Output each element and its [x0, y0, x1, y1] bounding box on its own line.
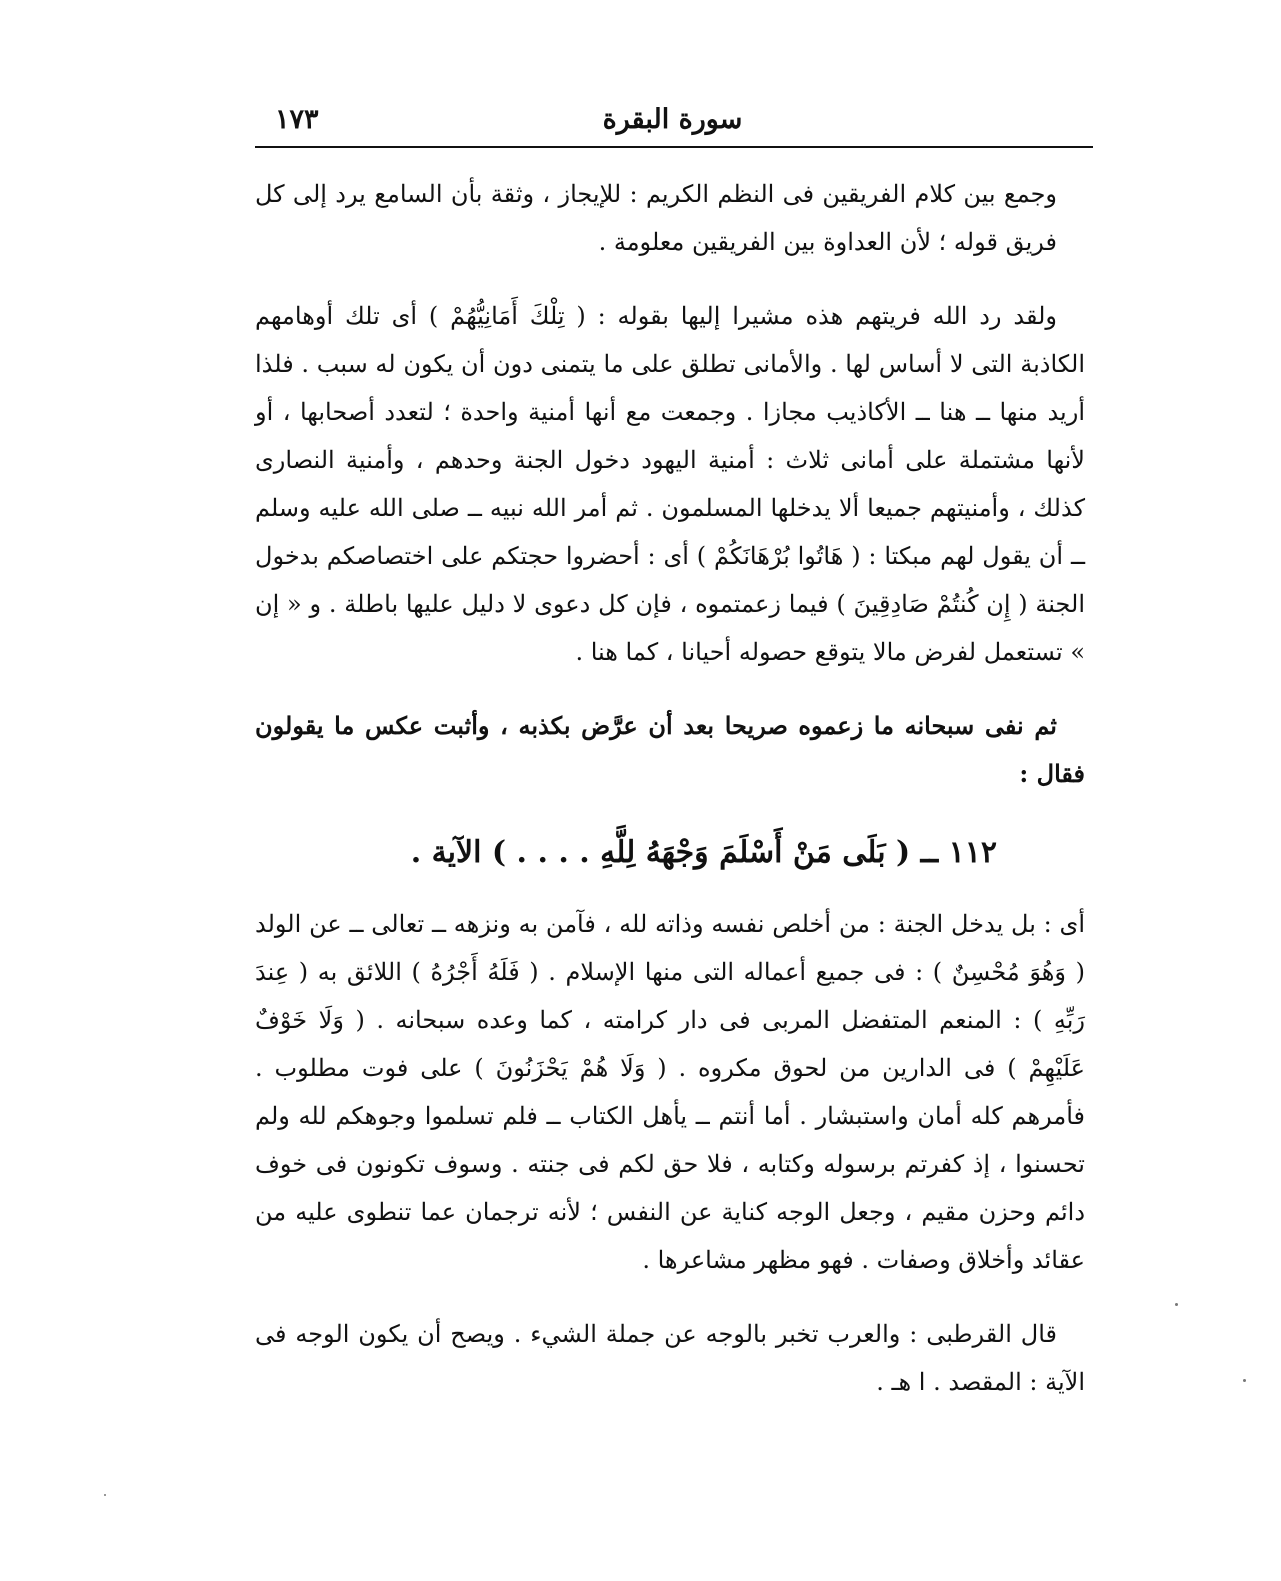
surah-title: سورة البقرة	[602, 104, 743, 135]
paragraph-joint-speech: وجمع بين كلام الفريقين فى النظم الكريم : للإيجاز ، وثقة بأن السامع يرد إلى كل فريق قوله ؛ لأن العداوة بين الفريقين معلومة .	[255, 180, 1057, 256]
page-body	[255, 170, 1085, 1406]
page-header	[255, 98, 1090, 148]
paragraph-refutation: ولقد رد الله فريتهم هذه مشيرا إليها بقوله : ( تِلْكَ أَمَانِيُّهُمْ ) أى تلك أوهامهم الكاذبة التى لا أساس لها . والأمانى تطلق على ما يتمنى دون أن يكون له سبب . فلذا أريد منها ــ هنا ــ الأكاذيب مجازا . وجمعت مع أنها أمنية واحدة ؛ لتعدد أصحابها ، أو لأنها مشتملة على أمانى ثلاث : أمنية اليهود دخول الجنة وحدهم ، وأمنية النصارى كذلك ، وأمنيتهم جميعا ألا يدخلها المسلمون . ثم أمر الله نبيه ــ صلى الله عليه وسلم ــ أن يقول لهم مبكتا : ( هَاتُوا بُرْهَانَكُمْ ) أى : أحضروا حجتكم على اختصاصكم بدخول الجنة ( إِن كُنتُمْ صَادِقِينَ ) فيما زعمتموه ، فإن كل دعوى لا دليل عليها باطلة . و « إن » تستعمل لفرض مالا يتوقع حصوله أحيانا ، كما هنا .	[255, 302, 1085, 666]
paragraph-negation: ثم نفى سبحانه ما زعموه صريحا بعد أن عرَّض بكذبه ، وأثبت عكس ما يقولون فقال :	[255, 711, 1085, 788]
scan-speck	[1243, 1379, 1246, 1382]
scan-speck	[1175, 1303, 1178, 1306]
paragraph-verse-explanation: أى : بل يدخل الجنة : من أخلص نفسه وذاته لله ، فآمن به ونزهه ــ تعالى ــ عن الولد ( وَهُوَ مُحْسِنٌ ) : فى جميع أعماله التى منها الإسلام . ( فَلَهُ أَجْرُهُ ) اللائق به ( عِندَ رَبِّهِ ) : المنعم المتفضل المربى فى دار كرامته ، كما وعده سبحانه . ( وَلَا خَوْفٌ عَلَيْهِمْ ) فى الدارين من لحوق مكروه . ( وَلَا هُمْ يَحْزَنُونَ ) على فوت مطلوب . فأمرهم كله أمان واستبشار . أما أنتم ــ يأهل الكتاب ــ فلم تسلموا وجوهكم لله ولم تحسنوا ، إذ كفرتم برسوله وكتابه ، فلا حق لكم فى جنته . وسوف تكونون فى خوف دائم وحزن مقيم ، وجعل الوجه كناية عن النفس ؛ لأنه ترجمان عما تنطوى عليه من عقائد وأخلاق وصفات . فهو مظهر مشاعرها .	[255, 910, 1086, 1274]
paragraph-qurtubi-quote: قال القرطبى : والعرب تخبر بالوجه عن جملة الشيء . ويصح أن يكون الوجه فى الآية : المقصد . ا هـ .	[255, 1320, 1085, 1396]
scan-speck	[104, 1494, 106, 1496]
verse-112-heading: ١١٢ ــ ( بَلَى مَنْ أَسْلَمَ وَجْهَهُ لِلَّهِ . . . . ) الآية .	[410, 835, 997, 870]
page-number: ١٧٣	[275, 104, 319, 135]
header-divider	[255, 146, 1093, 148]
